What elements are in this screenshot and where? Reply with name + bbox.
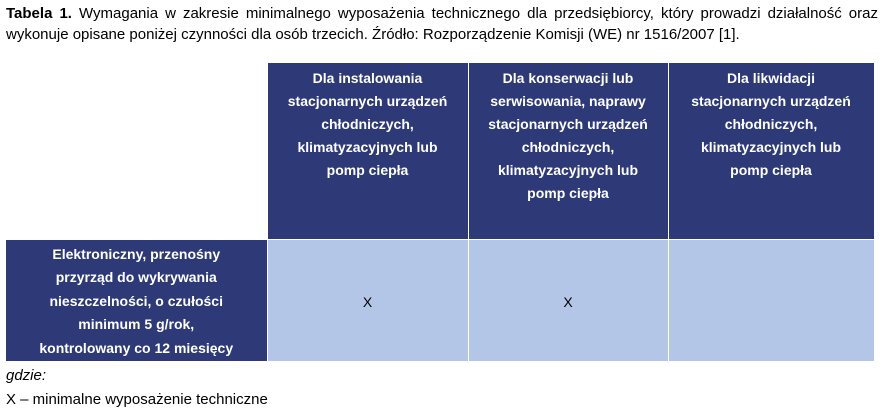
row-header-line: przyrząd do wykrywania [55,269,217,285]
header-line: chłodniczych, [724,116,818,132]
table-cell-decommissioning [668,239,874,361]
column-header-decommissioning [668,63,874,239]
caption-text: Wymagania w zakresie minimalnego wyposażenia technicznego dla przedsiębiorcy, który prowadzi działalność oraz wykonuje opisane poniżej czynności dla osób trzecich. Źródło: Rozporządzenie Komisji (WE) nr 1516/2007 [1]. [6,5,878,43]
table-row [6,239,874,361]
column-header-maintenance [468,63,668,239]
header-line: serwisowania, naprawy [490,93,646,109]
header-line: chłodniczych, [521,139,615,155]
header-line: klimatyzacyjnych lub [700,139,842,155]
note-legend: X – minimalne wyposażenie techniczne [6,391,268,408]
table-caption [6,3,878,45]
header-line: chłodniczych, [321,116,414,132]
header-line: Dla instalowania [312,70,423,86]
header-line: klimatyzacyjnych lub [297,139,438,155]
requirements-table [6,63,875,362]
header-line: pomp ciepła [730,162,812,178]
header-line: pomp ciepła [326,162,409,178]
header-line: Dla likwidacji [727,70,815,86]
row-header-line: kontrolowany co 12 miesięcy [39,339,234,356]
header-line: stacjonarnych urządzeń [287,93,448,109]
column-header-installation [267,63,468,239]
row-header-line: minimum 5 g/rok, [78,316,195,332]
row-header-leak-detector [6,239,267,361]
row-header-line: Elektroniczny, przenośny [52,245,221,262]
table-header-row [6,63,874,239]
caption-label: Tabela 1. [6,5,72,22]
header-line: stacjonarnych urządzeń [488,116,648,132]
row-header-line: nieszczelności, o czułości [49,292,223,309]
note-where: gdzie: [6,367,47,384]
corner-cell [6,63,267,239]
header-line: klimatyzacyjnych lub [497,162,639,178]
table-cell-maintenance: X [468,239,668,361]
header-line: Dla konserwacji lub [502,70,634,86]
header-line: pomp ciepła [527,185,609,201]
table-cell-installation: X [267,239,468,361]
header-line: stacjonarnych urządzeń [691,93,851,109]
